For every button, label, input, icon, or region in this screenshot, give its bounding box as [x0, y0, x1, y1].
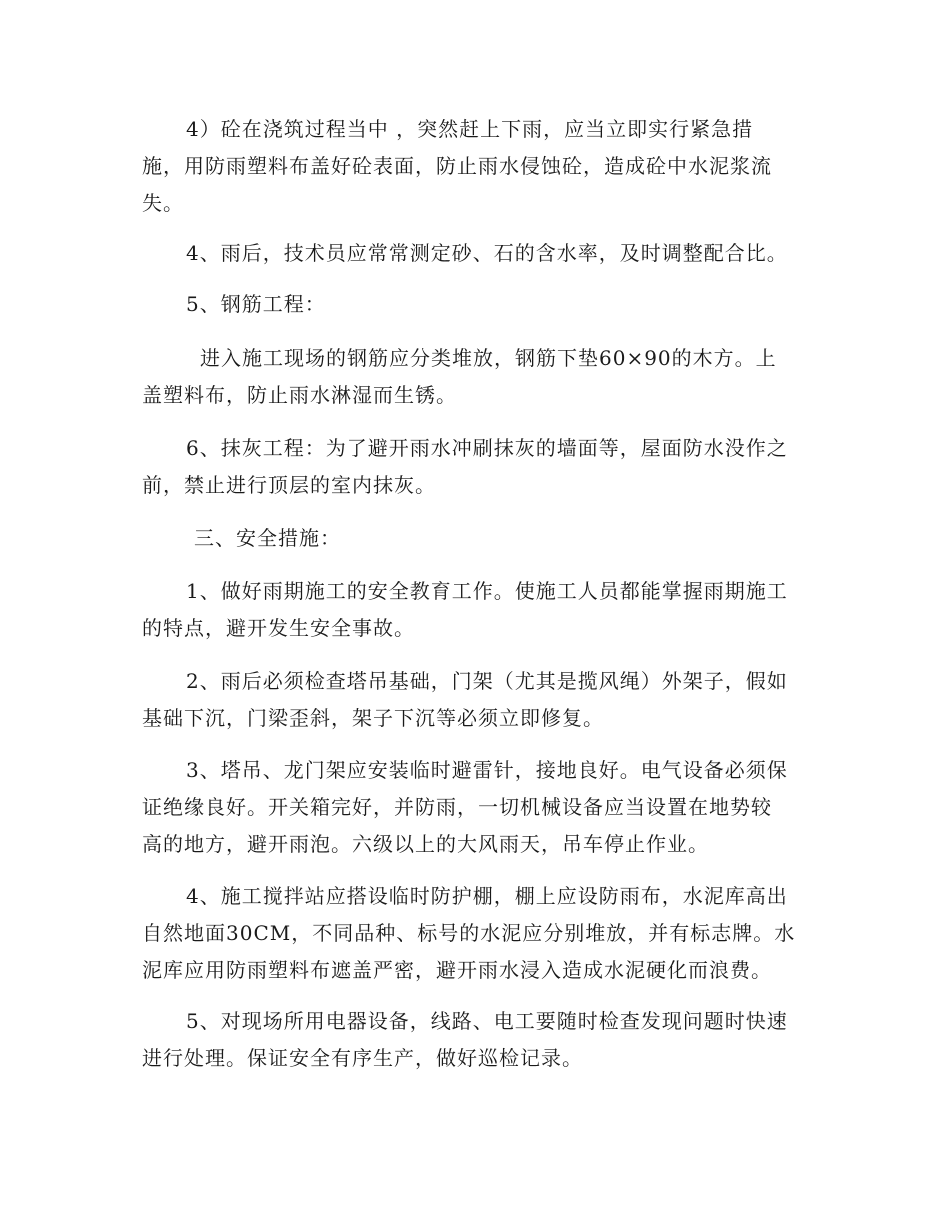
- paragraph-tower-crane-check: [142, 663, 808, 737]
- text-line: 进入施工现场的钢筋应分类堆放，钢筋下垫60×90的木方。上: [200, 346, 777, 370]
- heading-safety-measures: [142, 520, 808, 557]
- text-line: 证绝缘良好。开关箱完好，并防雨，一切机械设备应当设置在地势较: [142, 795, 772, 819]
- paragraph-concrete-rain: [142, 111, 808, 222]
- text-line: 4）砼在浇筑过程当中 ，突然赶上下雨，应当立即实行紧急措: [186, 117, 754, 141]
- paragraph-rebar-storage: [142, 340, 808, 414]
- paragraph-mixing-station: [142, 878, 808, 989]
- text-line: 3、塔吊、龙门架应安装临时避雷针，接地良好。电气设备必须保: [186, 758, 788, 782]
- text-line: 2、雨后必须检查塔吊基础，门架（尤其是揽风绳）外架子，假如: [186, 669, 788, 693]
- text-line: 5、对现场所用电器设备，线路、电工要随时检查发现问题时快速: [186, 1009, 788, 1033]
- text-line: 基础下沉，门梁歪斜，架子下沉等必须立即修复。: [142, 706, 604, 730]
- paragraph-after-rain-moisture: [142, 235, 808, 272]
- paragraph-plastering: [142, 430, 808, 504]
- paragraph-lightning-protection: [142, 752, 808, 863]
- text-line: 高的地方，避开雨泡。六级以上的大风雨天，吊车停止作业。: [142, 832, 709, 856]
- text-line: 三、安全措施：: [194, 526, 341, 550]
- heading-rebar-work: [142, 286, 808, 323]
- paragraph-safety-education: [142, 573, 808, 647]
- text-line: 失。: [142, 191, 184, 215]
- text-line: 的特点，避开发生安全事故。: [142, 616, 415, 640]
- text-line: 自然地面30CM，不同品种、标号的水泥应分别堆放，并有标志牌。水: [142, 921, 796, 945]
- text-line: 前，禁止进行顶层的室内抹灰。: [142, 473, 436, 497]
- text-line: 5、钢筋工程：: [186, 292, 326, 316]
- text-line: 泥库应用防雨塑料布遮盖严密，避开雨水浸入造成水泥硬化而浪费。: [142, 958, 772, 982]
- text-line: 4、雨后，技术员应常常测定砂、石的含水率，及时调整配合比。: [186, 241, 788, 265]
- text-line: 1、做好雨期施工的安全教育工作。使施工人员都能掌握雨期施工: [186, 579, 788, 603]
- text-line: 进行处理。保证安全有序生产，做好巡检记录。: [142, 1046, 583, 1070]
- paragraph-electrical-inspection: [142, 1003, 808, 1077]
- text-line: 6、抹灰工程：为了避开雨水冲刷抹灰的墙面等，屋面防水没作之: [186, 436, 788, 460]
- text-line: 4、施工搅拌站应搭设临时防护棚，棚上应设防雨布，水泥库高出: [186, 884, 788, 908]
- text-line: 施，用防雨塑料布盖好砼表面，防止雨水侵蚀砼，造成砼中水泥浆流: [142, 154, 772, 178]
- text-line: 盖塑料布，防止雨水淋湿而生锈。: [142, 383, 457, 407]
